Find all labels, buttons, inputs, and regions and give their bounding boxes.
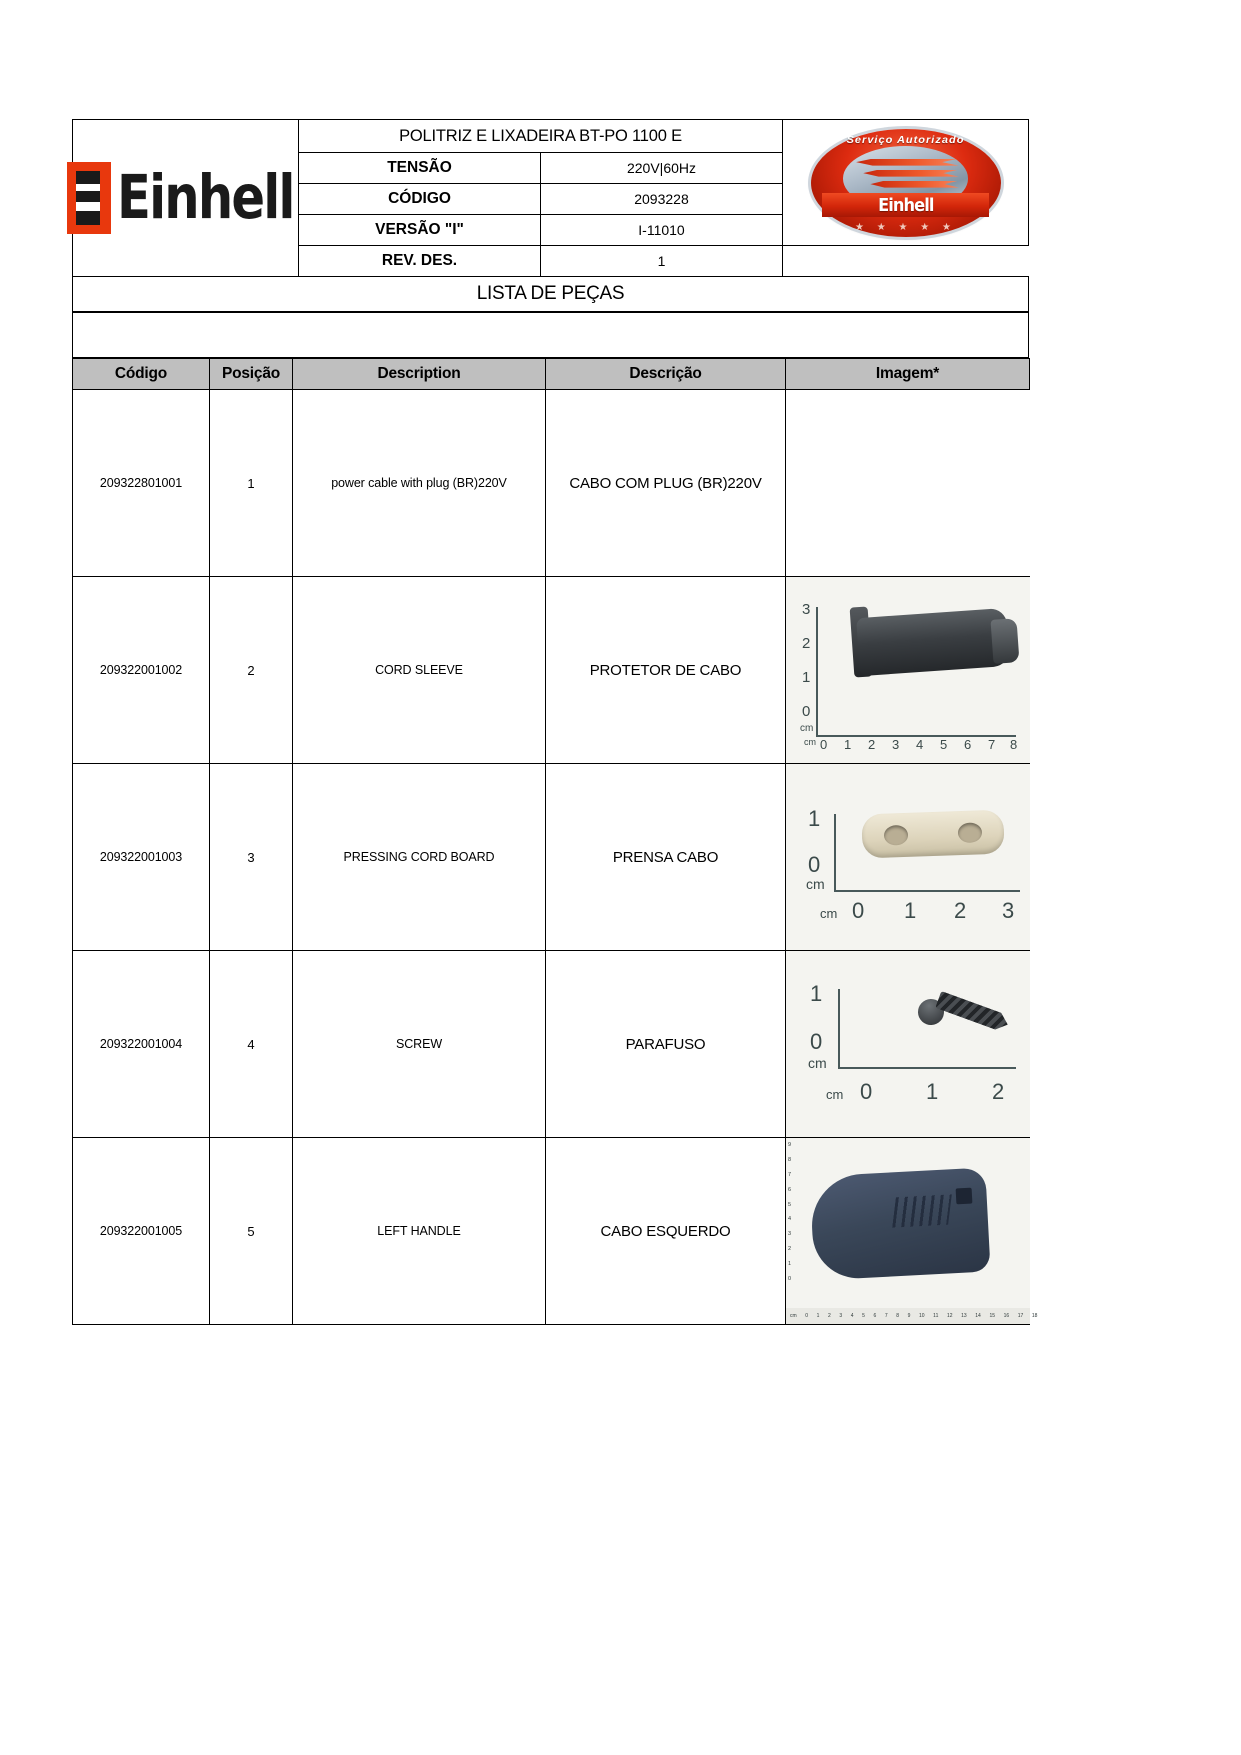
column-header-descricao: Descrição [546, 359, 786, 390]
spacer-row [72, 312, 1029, 358]
cell-description: power cable with plug (BR)220V [293, 390, 546, 577]
ruler-unit-label: cm [806, 876, 825, 892]
ruler-label-v-0: 0 [802, 703, 811, 720]
badge-wordmark: Einhell [877, 194, 934, 216]
ruler-unit-label: cm [800, 723, 814, 734]
ruler-label-h-17: 17 [1017, 1313, 1024, 1319]
ruler-label-h-11: 11 [933, 1313, 939, 1319]
ruler-label-h-1: 1 [844, 737, 852, 752]
cell-codigo: 209322001003 [73, 764, 210, 951]
ruler-label-h-2: 2 [954, 898, 967, 923]
ruler-label-h-0: 0 [805, 1313, 809, 1319]
part-photo-left-handle [786, 1138, 1038, 1324]
ruler-unit-label: cm [808, 1055, 827, 1071]
ruler-label-h-2: 2 [868, 737, 876, 752]
ruler-vertical-left-handle [788, 1142, 800, 1282]
field-label-codigo: CÓDIGO [299, 184, 541, 215]
ruler-label-v-1: 1 [808, 806, 821, 831]
ruler-label-h-6: 6 [964, 737, 972, 752]
part-photo-cord-sleeve [786, 577, 1030, 763]
cell-posicao: 4 [210, 951, 293, 1138]
einhell-logo-icon [67, 162, 111, 234]
ruler-label-h-2: 2 [992, 1079, 1005, 1104]
parts-table [72, 358, 1038, 1325]
ruler-label-v-2: 2 [788, 1246, 792, 1253]
ruler-label-h-4: 4 [850, 1313, 854, 1319]
badge-wordmark-band [822, 193, 989, 217]
ruler-label-h-7: 7 [884, 1313, 888, 1319]
ruler-label-h-4: 4 [916, 737, 924, 752]
table-row [73, 577, 1030, 764]
ruler-label-h-5: 5 [940, 737, 948, 752]
ruler-unit-label-h: cm [804, 737, 816, 747]
column-header-imagem: Imagem* [786, 359, 1030, 390]
authorized-service-badge [783, 120, 1029, 246]
cell-codigo: 209322001004 [73, 951, 210, 1138]
ruler-label-h-8: 8 [1010, 737, 1018, 752]
cell-codigo: 209322001002 [73, 577, 210, 764]
table-row [73, 764, 1030, 951]
cell-descricao: PRENSA CABO [546, 764, 786, 951]
ruler-label-h-14: 14 [975, 1313, 981, 1319]
ruler-label-v-5: 5 [788, 1201, 792, 1208]
parts-list-sheet [72, 119, 1038, 1325]
ruler-label-h-3: 3 [892, 737, 900, 752]
ruler-label-h-15: 15 [989, 1313, 995, 1319]
cell-codigo: 209322801001 [73, 390, 210, 577]
ruler-label-h-0: 0 [852, 898, 865, 923]
field-label-versao: VERSÃO "I" [299, 215, 541, 246]
header-table [72, 119, 1029, 312]
table-row [73, 1138, 1030, 1325]
ruler-label-h-12: 12 [946, 1313, 953, 1319]
ruler-label-v-7: 7 [788, 1171, 792, 1178]
ruler-unit-label-h: cm [820, 906, 838, 921]
ruler-label-v-6: 6 [788, 1186, 792, 1193]
field-label-tensao: TENSÃO [299, 153, 541, 184]
cell-posicao: 2 [210, 577, 293, 764]
cell-imagem [786, 951, 1030, 1138]
ruler-label-h-1: 1 [816, 1313, 820, 1319]
cell-imagem [786, 1138, 1038, 1325]
ruler-label-v-0: 0 [788, 1275, 792, 1282]
field-value-codigo: 2093228 [541, 184, 783, 215]
ruler-label-v-3: 3 [802, 601, 811, 618]
cell-description: SCREW [293, 951, 546, 1138]
part-photo-empty [786, 390, 1030, 576]
cell-description: PRESSING CORD BOARD [293, 764, 546, 951]
ruler-label-h-2: 2 [828, 1313, 831, 1319]
ruler-label-h-6: 6 [873, 1313, 877, 1319]
brand-logo-cell [73, 120, 299, 277]
parts-table-header-row [73, 359, 1030, 390]
ruler-label-h-5: 5 [862, 1313, 865, 1319]
cell-descricao: CABO ESQUERDO [546, 1138, 786, 1325]
badge-stars: ★ ★ ★ ★ ★ [855, 221, 956, 233]
ruler-label-v-1: 1 [788, 1261, 792, 1267]
ruler-label-h-1: 1 [926, 1079, 939, 1104]
field-label-rev-des: REV. DES. [299, 246, 541, 277]
ruler-label-h-9: 9 [907, 1313, 911, 1319]
ruler-label-h-1: 1 [904, 898, 917, 923]
cell-descricao: PARAFUSO [546, 951, 786, 1138]
ruler-label-v-3: 3 [788, 1231, 792, 1238]
ruler-label-v-2: 2 [802, 635, 811, 652]
cell-imagem [786, 577, 1030, 764]
cell-imagem [786, 764, 1030, 951]
column-header-codigo: Código [73, 359, 210, 390]
ruler-label-v-9: 9 [788, 1142, 792, 1148]
ruler-label-h-0: 0 [860, 1079, 873, 1104]
ruler-label-v-8: 8 [788, 1156, 792, 1163]
cell-posicao: 5 [210, 1138, 293, 1325]
cell-description: LEFT HANDLE [293, 1138, 546, 1325]
ruler-label-v-0: 0 [808, 852, 821, 877]
ruler-label-h-8: 8 [896, 1313, 900, 1319]
part-photo-pressing-cord-board [786, 764, 1030, 950]
ruler-label-h-13: 13 [961, 1313, 967, 1319]
ruler-label-v-0: 0 [810, 1029, 823, 1054]
column-header-posicao: Posição [210, 359, 293, 390]
brand-name: Einhell [116, 162, 294, 233]
cell-descricao: CABO COM PLUG (BR)220V [546, 390, 786, 577]
spacer-cell [73, 313, 1029, 358]
cell-codigo: 209322001005 [73, 1138, 210, 1325]
ruler-label-v-1: 1 [802, 669, 811, 686]
badge-arrows-icon [856, 157, 959, 194]
cell-imagem [786, 390, 1030, 577]
ruler-unit-label-h: cm [790, 1313, 797, 1319]
section-title: LISTA DE PEÇAS [73, 277, 1029, 312]
table-row [73, 951, 1030, 1138]
cell-descricao: PROTETOR DE CABO [546, 577, 786, 764]
ruler-label-h-0: 0 [820, 737, 828, 752]
ruler-label-h-16: 16 [1003, 1313, 1010, 1319]
field-value-versao: I-11010 [541, 215, 783, 246]
ruler-label-h-7: 7 [988, 737, 996, 752]
ruler-label-h-3: 3 [839, 1313, 843, 1319]
ruler-label-h-10: 10 [919, 1313, 925, 1319]
ruler-label-v-1: 1 [810, 981, 823, 1006]
cell-posicao: 1 [210, 390, 293, 577]
ruler-label-v-4: 4 [788, 1216, 792, 1223]
badge-top-text: Serviço Autorizado [846, 133, 965, 146]
field-value-tensao: 220V|60Hz [541, 153, 783, 184]
ruler-unit-label-h: cm [826, 1087, 844, 1102]
cell-posicao: 3 [210, 764, 293, 951]
ruler-label-h-18: 18 [1031, 1313, 1038, 1319]
product-title: POLITRIZ E LIXADEIRA BT-PO 1100 E [299, 120, 783, 153]
field-value-rev-des: 1 [541, 246, 783, 277]
part-photo-screw [786, 951, 1030, 1137]
ruler-horizontal-left-handle [786, 1308, 1038, 1324]
table-row [73, 390, 1030, 577]
cell-description: CORD SLEEVE [293, 577, 546, 764]
column-header-description: Description [293, 359, 546, 390]
ruler-label-h-3: 3 [1002, 898, 1015, 923]
